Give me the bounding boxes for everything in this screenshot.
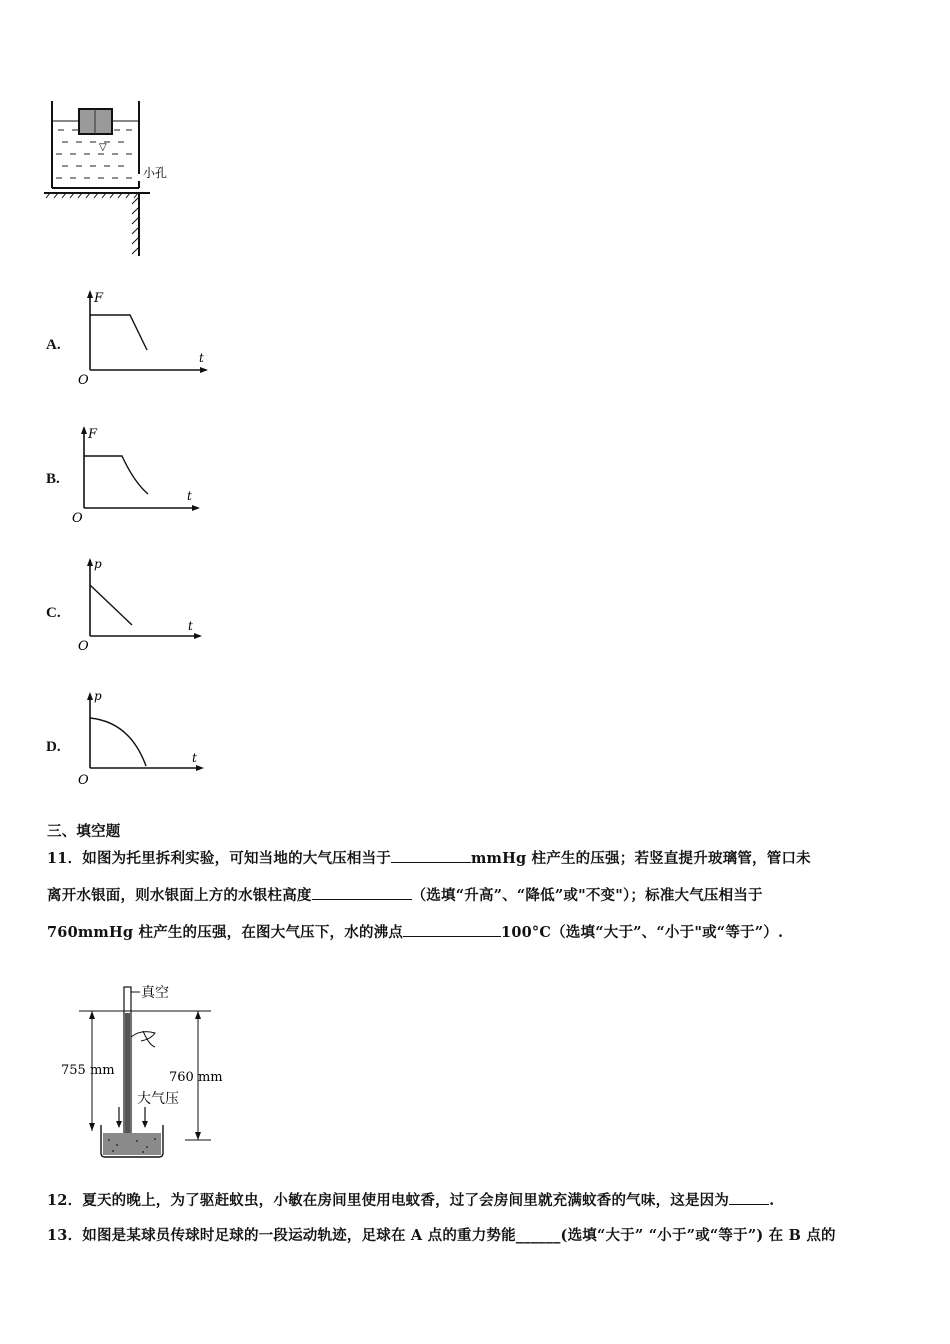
q11-blank-2[interactable] [312,885,412,900]
option-c-label[interactable]: C. [46,605,61,621]
q13-line: 13．如图是某球员传球时足球的一段运动轨迹，足球在 A 点的重力势能______(选填“大于” “小于”或“等于”) 在 B 点的 [47,1227,836,1244]
svg-text:t: t [192,751,197,765]
svg-text:F: F [94,291,104,306]
svg-text:O: O [72,511,83,522]
q11-line-1: 11．如图为托里拆利实验，可知当地的大气压相当于 mmHg 柱产生的压强；若竖直提升玻璃管，管口未 [47,850,811,867]
q12-blank[interactable] [729,1190,769,1205]
svg-text:O: O [78,373,89,388]
option-a-label[interactable]: A. [46,337,61,353]
option-d-label[interactable]: D. [46,739,61,755]
svg-text:F: F [88,427,98,442]
option-c-graph[interactable] [72,552,212,652]
vacuum-label: 真空 [141,985,169,1001]
option-b-label[interactable]: B. [46,471,60,487]
svg-text:▽: ▽ [99,142,107,153]
svg-text:O: O [78,773,89,786]
q12-line: 12．夏天的晚上，为了驱赶蚊虫，小敏在房间里使用电蚊香，过了会房间里就充满蚊香的气味，这是因为 . [47,1192,775,1209]
svg-text:p: p [94,689,102,703]
svg-text:O: O [78,639,89,652]
container-figure [42,96,192,261]
svg-text:t: t [187,489,192,503]
option-b-graph[interactable] [66,422,206,522]
option-a-graph[interactable] [72,288,212,388]
svg-text:t: t [188,619,193,633]
q11-line-3: 760mmHg 柱产生的压强，在图大气压下，水的沸点 100°C（选填“大于”、“小于"或“等于”）. [47,924,784,941]
hole-label: 小孔 [143,166,168,180]
right-height-label: 760 mm [169,1070,223,1085]
pressure-label: 大气压 [137,1091,179,1107]
left-height-label: 755 mm [61,1063,115,1078]
q11-blank-3[interactable] [403,922,501,937]
svg-text:t: t [199,351,204,365]
q11-line-2: 离开水银面，则水银面上方的水银柱高度 （选填“升高”、“降低”或"不变"）；标准大气压相当于 [47,887,763,904]
option-d-graph[interactable] [72,686,212,786]
section-title: 三、填空题 [47,823,121,840]
svg-text:p: p [94,557,102,571]
torricelli-figure [55,975,245,1165]
q11-blank-1[interactable] [391,848,471,863]
